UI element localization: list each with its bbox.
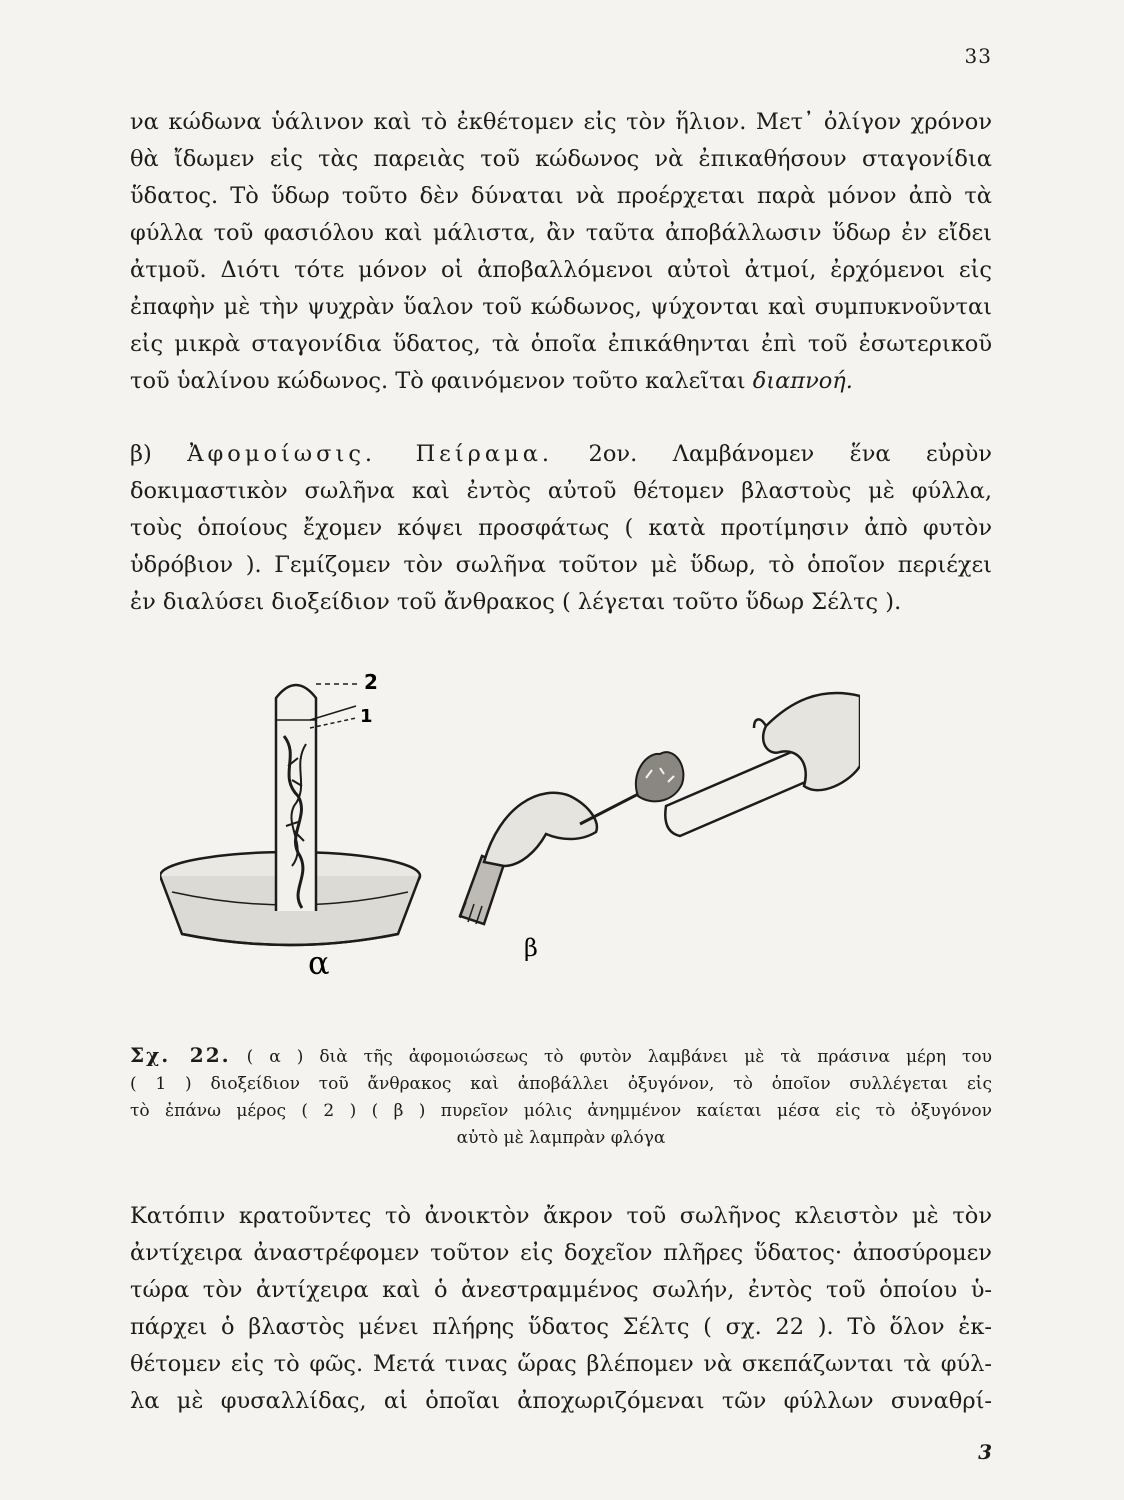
text-line: ἐπαφὴν μὲ τὴν ψυχρὰν ὕαλον τοῦ κώδωνος, ψύχονται καὶ συμπυκνοῦνται: [130, 294, 992, 320]
caption-line: ( 1 ) διοξείδιον τοῦ ἄνθρακος καὶ ἀποβάλλει ὀξυγόνον, τὸ ὁποῖον συλλέγεται εἰς: [130, 1074, 992, 1094]
text-fragment: τοῦ ὑαλίνου κώδωνος. Τὸ φαινόμενον τοῦτο καλεῖται: [130, 368, 746, 394]
text-line: ἐν διαλύσει διοξείδιον τοῦ ἄνθρακος ( λέγεται τοῦτο ὕδωρ Σέλτς ).: [130, 589, 902, 615]
text-line: ὕδατος. Τὸ ὕδωρ τοῦτο δὲν δύναται νὰ προέρχεται παρὰ μόνον ἀπὸ τὰ: [130, 183, 992, 209]
splint-flame: [636, 752, 684, 801]
label-beta: β: [524, 934, 538, 962]
text-line: τοὺς ὁποίους ἔχομεν κόψει προσφάτως ( κατὰ προτίμησιν ἀπὸ φυτὸν: [130, 515, 992, 541]
text-line: θέτομεν εἰς τὸ φῶς. Μετά τινας ὥρας βλέπομεν νὰ σκεπάζωνται τὰ φύλ-: [130, 1351, 992, 1377]
label-alpha: α: [308, 944, 330, 982]
text-line: θὰ ἴδωμεν εἰς τὰς παρειὰς τοῦ κώδωνος νὰ ἐπικαθήσουν σταγονίδια: [130, 146, 992, 172]
text-line: φύλλα τοῦ φασιόλου καὶ μάλιστα, ἂν ταῦτα ἀποβάλλωσιν ὕδωρ ἐν εἴδει: [130, 220, 992, 246]
term-transpiration: διαπνοή.: [752, 368, 853, 394]
text-line: ἀντίχειρα ἀναστρέφομεν τοῦτον εἰς δοχεῖον πλῆρες ὕδατος· ἀποσύρομεν: [130, 1240, 992, 1266]
label-1: 1: [360, 706, 373, 727]
figure-number: Σχ. 22.: [130, 1043, 231, 1067]
text-line: πάρχει ὁ βλαστὸς μένει πλήρης ὕδατος Σέλτς ( σχ. 22 ). Τὸ ὅλον ἐκ-: [130, 1314, 992, 1340]
paragraph-assimilation: [130, 436, 992, 621]
text-line: τώρα τὸν ἀντίχειρα καὶ ὁ ἀνεστραμμένος σωλήν, ἐντὸς τοῦ ὁποίου ὑ-: [130, 1277, 992, 1303]
test-tube-inverted: [276, 685, 316, 911]
label-2: 2: [364, 670, 378, 694]
section-heading: Ἀφομοίωσις. Πείραμα.: [187, 441, 554, 467]
text-line: να κώδωνα ὑάλινον καὶ τὸ ἐκθέτομεν εἰς τὸν ἥλιον. Μετ᾽ ὀλίγον χρόνον: [130, 109, 992, 135]
section-heading-line: [130, 436, 992, 473]
caption-line: αὐτὸ μὲ λαμπρὰν φλόγα: [456, 1128, 666, 1148]
text-line: δοκιμαστικὸν σωλῆνα καὶ ἐντὸς αὐτοῦ θέτομεν βλαστοὺς μὲ φύλλα,: [130, 478, 992, 504]
section-marker: β): [130, 441, 188, 467]
signature-mark: 3: [978, 1440, 992, 1464]
paragraph-procedure: [130, 1198, 992, 1420]
caption-line: τὸ ἐπάνω μέρος ( 2 ) ( β ) πυρεῖον μόλις ἀνημμένον καίεται μέσα εἰς τὸ ὀξυγόνον: [130, 1101, 992, 1121]
paragraph-transpiration: [130, 104, 992, 400]
text-line: Κατόπιν κρατοῦντες τὸ ἀνοικτὸν ἄκρον τοῦ σωλῆνος κλειστὸν μὲ τὸν: [130, 1203, 992, 1229]
page-number: 33: [964, 44, 992, 68]
text-line: ὑδρόβιον ). Γεμίζομεν τὸν σωλῆνα τοῦτον μὲ ὕδωρ, τὸ ὁποῖον περιέχει: [130, 552, 992, 578]
text-line: ἀτμοῦ. Διότι τότε μόνον οἱ ἀποβαλλόμενοι αὐτοὶ ἀτμοί, ἐρχόμενοι εἰς: [130, 257, 992, 283]
caption-line: [130, 1042, 992, 1071]
experiment-illustration: [160, 656, 860, 986]
label-leaders: [310, 684, 360, 728]
figure-caption: [130, 1042, 992, 1152]
text-line: [130, 363, 992, 400]
text-line: εἰς μικρὰ σταγονίδια ὕδατος, τὰ ὁποῖα ἐπικάθηνται ἐπὶ τοῦ ἐσωτερικοῦ: [130, 331, 992, 357]
hand-with-splint: [460, 790, 646, 924]
text-fragment: ( α ) διὰ τῆς ἀφομοιώσεως τὸ φυτὸν λαμβάνει μὲ τὰ πράσινα μέρη του: [230, 1047, 992, 1067]
text-line: λα μὲ φυσαλλίδας, αἱ ὁποῖαι ἀποχωριζόμεναι τῶν φύλλων συναθρί-: [130, 1388, 992, 1414]
figure-22-illustration: [160, 656, 860, 986]
text-fragment: 2ον. Λαμβάνομεν ἕνα εὐρὺν: [553, 441, 992, 467]
